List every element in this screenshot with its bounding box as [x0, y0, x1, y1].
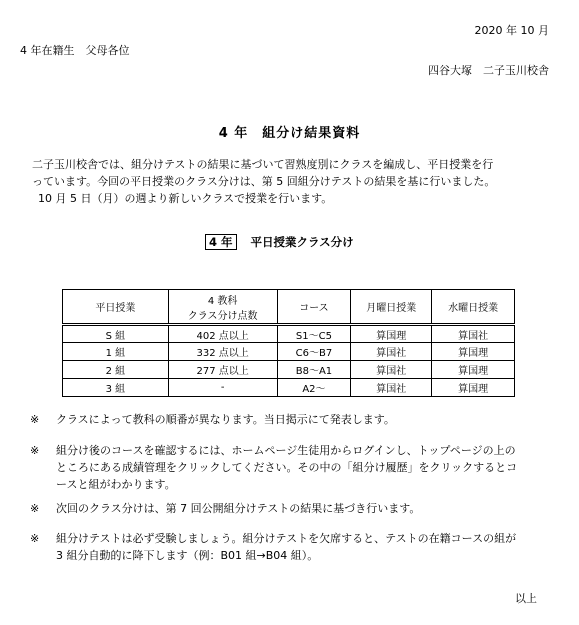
table-cell: 算国社: [351, 361, 432, 379]
section-title: 平日授業クラス分け: [250, 235, 354, 249]
intro-line: 二子玉川校舎では、組分けテストの結果に基づいて習熟度別にクラスを編成し、平日授業を行: [32, 158, 494, 171]
class-table: [62, 289, 515, 397]
note-line: クラスによって教科の順番が異なります。当日掲示にて発表します。: [56, 413, 395, 426]
document-date: 2020 年 10 月: [474, 24, 549, 37]
table-row: [63, 379, 515, 397]
note-line: 組分けテストは必ず受験しましょう。組分けテストを欠席すると、テストの在籍コースの組が: [56, 532, 517, 545]
table-cell: B8～A1: [277, 361, 351, 379]
note-line: 3 組分自動的に降下します（例：B01 組→B04 組）。: [56, 549, 319, 562]
table-row: [63, 343, 515, 361]
header-cell: 月曜日授業: [351, 290, 432, 325]
header-line: 4 教科: [207, 295, 238, 307]
note-mark: ※: [30, 413, 40, 426]
document-title: 4 年 組分け結果資料: [218, 126, 361, 141]
table-cell: S1～C5: [277, 325, 351, 343]
table-cell: S 組: [63, 325, 169, 343]
table-cell: 算国理: [351, 325, 432, 343]
intro-line: っています。今回の平日授業のクラス分けは、第 5 回組分けテストの結果を基に行いました。: [32, 175, 496, 188]
table-cell: 算国理: [432, 343, 515, 361]
closing-mark: 以上: [515, 592, 537, 605]
note-line: ースと組がわかります。: [56, 478, 176, 491]
table-cell: 3 組: [63, 379, 169, 397]
header-line: クラス分け点数: [187, 310, 258, 322]
note-line: 次回のクラス分けは、第 7 回公開組分けテストの結果に基づき行います。: [56, 502, 421, 515]
intro-paragraph: [32, 156, 552, 207]
note-line: 組分け後のコースを確認するには、ホームページ生徒用からログインし、トップページの上の: [56, 444, 516, 457]
header-cell: 平日授業: [63, 290, 169, 325]
table-row: [63, 361, 515, 379]
table-row: [63, 325, 515, 343]
addressee: 4 年在籍生 父母各位: [20, 44, 130, 57]
table-cell: 算国社: [432, 325, 515, 343]
table-cell: 277 点以上: [168, 361, 277, 379]
school-name: 四谷大塚 二子玉川校舎: [428, 64, 549, 77]
note-course-check: [30, 442, 560, 493]
table-cell: 332 点以上: [168, 343, 277, 361]
table-header-row: [63, 290, 515, 325]
note-mark: ※: [30, 444, 40, 457]
note-mark: ※: [30, 502, 40, 515]
note-test-absence: [30, 530, 560, 564]
table-cell: 算国理: [432, 379, 515, 397]
header-cell: コース: [277, 290, 351, 325]
note-class-order: [30, 411, 560, 428]
table-cell: C6～B7: [277, 343, 351, 361]
table-cell: 402 点以上: [168, 325, 277, 343]
table-cell: 1 組: [63, 343, 169, 361]
header-cell: [168, 290, 277, 325]
table-cell: 算国社: [351, 343, 432, 361]
table-cell: 算国社: [351, 379, 432, 397]
grade-box: 4 年: [205, 234, 237, 250]
table-cell: 算国理: [432, 361, 515, 379]
table-cell: -: [168, 379, 277, 397]
note-next-class: [30, 500, 560, 517]
section-heading: [205, 234, 354, 250]
intro-line: 10 月 5 日（月）の週より新しいクラスで授業を行います。: [38, 192, 333, 205]
table-cell: A2～: [277, 379, 351, 397]
header-cell: 水曜日授業: [432, 290, 515, 325]
note-mark: ※: [30, 532, 40, 545]
note-line: ところにある成績管理をクリックしてください。その中の「組分け履歴」をクリックするとコ: [56, 461, 518, 474]
table-cell: 2 組: [63, 361, 169, 379]
